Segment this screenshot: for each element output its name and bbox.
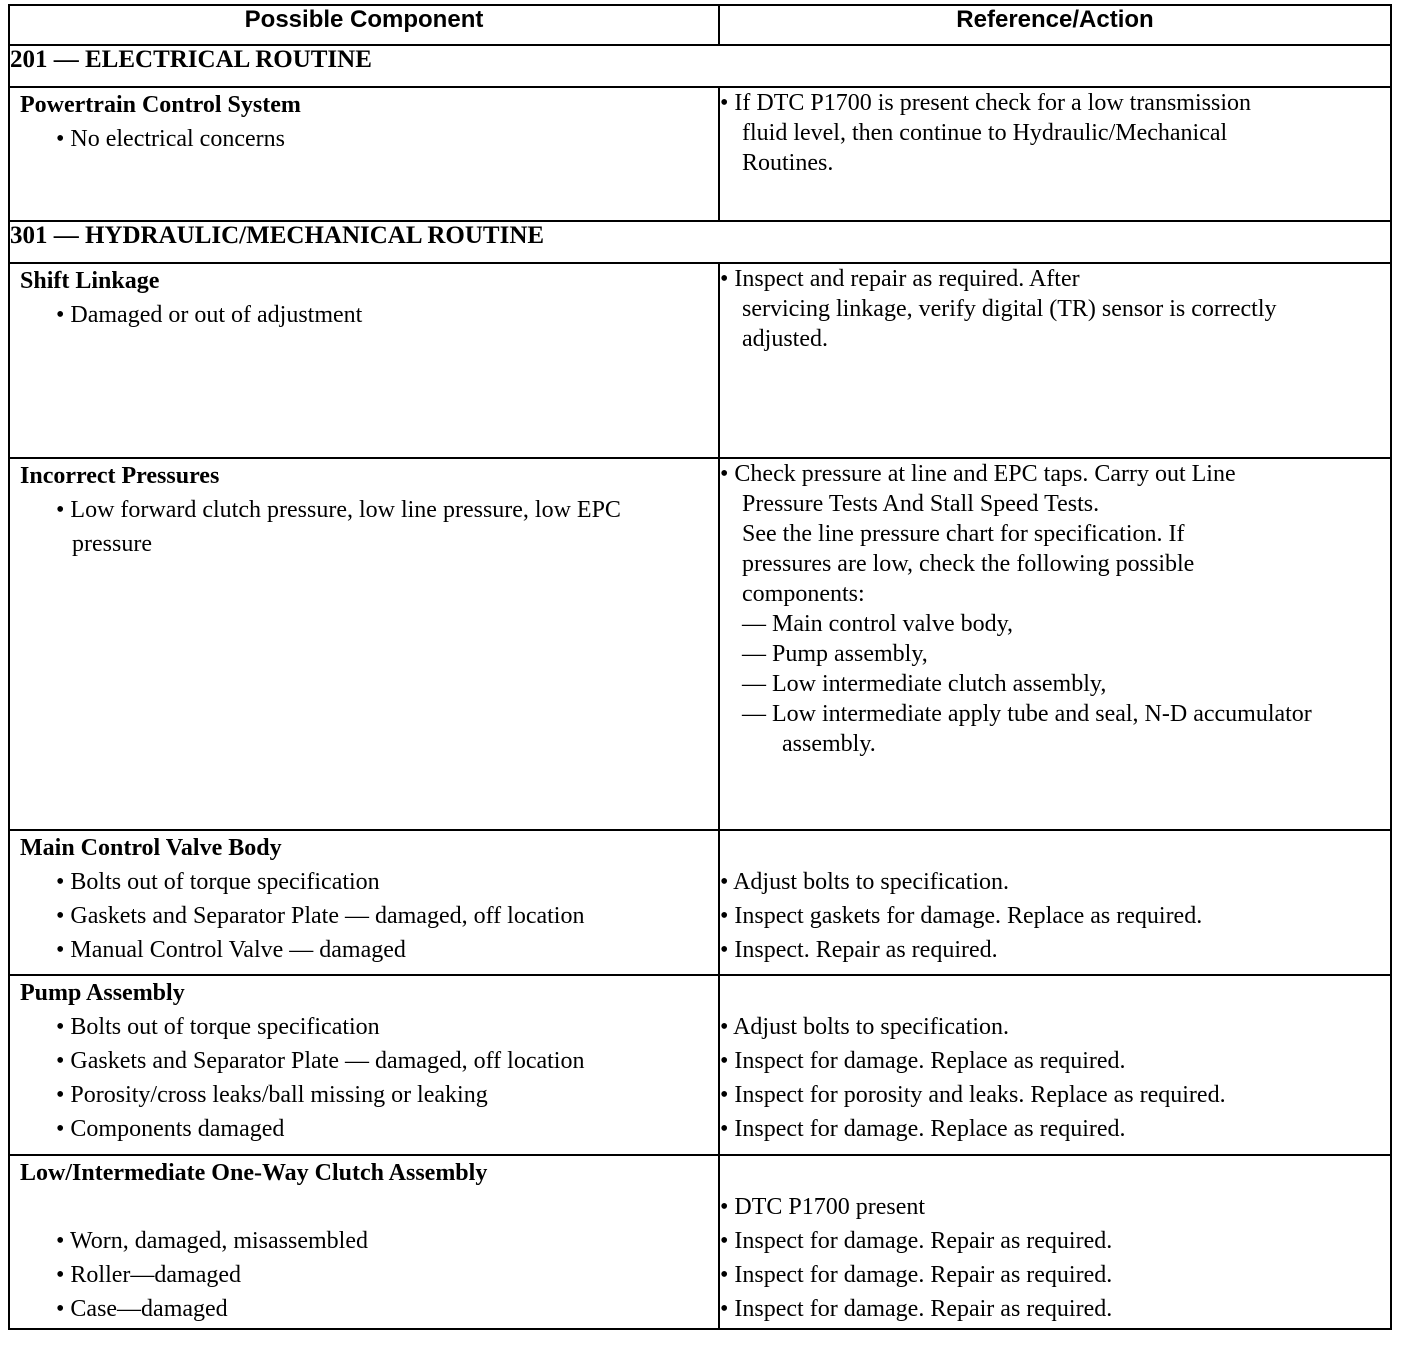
component-bullet: • Porosity/cross leaks/ball missing or leaking — [56, 1082, 488, 1108]
cell-shift-component — [9, 263, 719, 458]
component-bullet: • Roller—damaged — [56, 1262, 242, 1288]
action-text: • Check pressure at line and EPC taps. Carry out Line — [720, 461, 1236, 487]
component-bullet: • Low forward clutch pressure, low line pressure, low EPC pressure — [56, 497, 621, 557]
component-title: Powertrain Control System — [20, 92, 301, 118]
action-text: • Adjust bolts to specification. — [720, 1014, 1010, 1040]
cell-oneway-component — [9, 1155, 719, 1329]
action-text: • If DTC P1700 is present check for a low transmission — [720, 90, 1251, 116]
action-text: Pressure Tests And Stall Speed Tests. — [742, 491, 1100, 517]
cell-pump-action — [719, 975, 1391, 1155]
row-incorrect-pressures — [9, 458, 1391, 830]
action-text: components: — [742, 581, 865, 607]
header-row — [9, 5, 1391, 45]
action-text: • Inspect gaskets for damage. Replace as required. — [720, 903, 1203, 929]
cell-valve-component — [9, 830, 719, 975]
component-title: Incorrect Pressures — [20, 463, 220, 489]
action-text: • Adjust bolts to specification. — [720, 869, 1010, 895]
component-bullet: • Bolts out of torque specification — [56, 1014, 380, 1040]
row-main-control-valve-body — [9, 830, 1391, 975]
cell-valve-action — [719, 830, 1391, 975]
component-bullet: • No electrical concerns — [56, 126, 285, 152]
cell-powertrain-component — [9, 87, 719, 221]
action-text: • Inspect and repair as required. After — [720, 266, 1080, 292]
action-text: • Inspect. Repair as required. — [720, 937, 998, 963]
action-text: • Inspect for damage. Repair as required. — [720, 1228, 1113, 1254]
component-title: Low/Intermediate One-Way Clutch Assembly — [20, 1160, 488, 1186]
action-text: • Inspect for damage. Replace as required. — [720, 1048, 1126, 1074]
routine-201-title: 201 — ELECTRICAL ROUTINE — [9, 45, 1391, 87]
component-bullet: • Case—damaged — [56, 1296, 228, 1322]
diagnostic-table — [8, 4, 1392, 1330]
diagnostic-page — [8, 4, 1390, 1330]
action-text: • Inspect for porosity and leaks. Replace as required. — [720, 1082, 1226, 1108]
action-text: fluid level, then continue to Hydraulic/Mechanical — [742, 120, 1228, 146]
action-dash-item: — Low intermediate apply tube and seal, N-D accumulator assembly. — [742, 701, 1312, 757]
component-bullet: • Gaskets and Separator Plate — damaged, off location — [56, 1048, 585, 1074]
action-dash-item: — Main control valve body, — [742, 611, 1014, 637]
component-bullet: • Worn, damaged, misassembled — [56, 1228, 368, 1254]
component-bullet: • Manual Control Valve — damaged — [56, 937, 406, 963]
cell-pump-component — [9, 975, 719, 1155]
cell-powertrain-action — [719, 87, 1391, 221]
action-text: Routines. — [742, 150, 834, 176]
row-one-way-clutch — [9, 1155, 1391, 1329]
component-bullet: • Components damaged — [56, 1116, 285, 1142]
action-text: • Inspect for damage. Repair as required. — [720, 1296, 1113, 1322]
action-text: See the line pressure chart for specification. If — [742, 521, 1185, 547]
cell-pressures-action — [719, 458, 1391, 830]
action-text: adjusted. — [742, 326, 828, 352]
action-text: pressures are low, check the following possible — [742, 551, 1195, 577]
component-bullet: • Gaskets and Separator Plate — damaged, off location — [56, 903, 585, 929]
row-powertrain — [9, 87, 1391, 221]
cell-oneway-action — [719, 1155, 1391, 1329]
component-title: Pump Assembly — [20, 980, 185, 1006]
component-bullet: • Bolts out of torque specification — [56, 869, 380, 895]
action-dash-item: — Pump assembly, — [742, 641, 928, 667]
routine-row-201 — [9, 45, 1391, 87]
component-title: Shift Linkage — [20, 268, 160, 294]
component-title: Main Control Valve Body — [20, 835, 282, 861]
action-text: servicing linkage, verify digital (TR) sensor is correctly — [742, 296, 1277, 322]
header-action: Reference/Action — [719, 5, 1391, 45]
routine-row-301 — [9, 221, 1391, 263]
cell-pressures-component — [9, 458, 719, 830]
header-component: Possible Component — [9, 5, 719, 45]
action-dash-item: — Low intermediate clutch assembly, — [742, 671, 1107, 697]
action-text: • DTC P1700 present — [720, 1194, 926, 1220]
row-pump-assembly — [9, 975, 1391, 1155]
routine-301-title: 301 — HYDRAULIC/MECHANICAL ROUTINE — [9, 221, 1391, 263]
cell-shift-action — [719, 263, 1391, 458]
action-text: • Inspect for damage. Replace as required. — [720, 1116, 1126, 1142]
action-text: • Inspect for damage. Repair as required. — [720, 1262, 1113, 1288]
component-bullet: • Damaged or out of adjustment — [56, 302, 363, 328]
row-shift-linkage — [9, 263, 1391, 458]
bullet-spacer — [10, 1190, 718, 1224]
